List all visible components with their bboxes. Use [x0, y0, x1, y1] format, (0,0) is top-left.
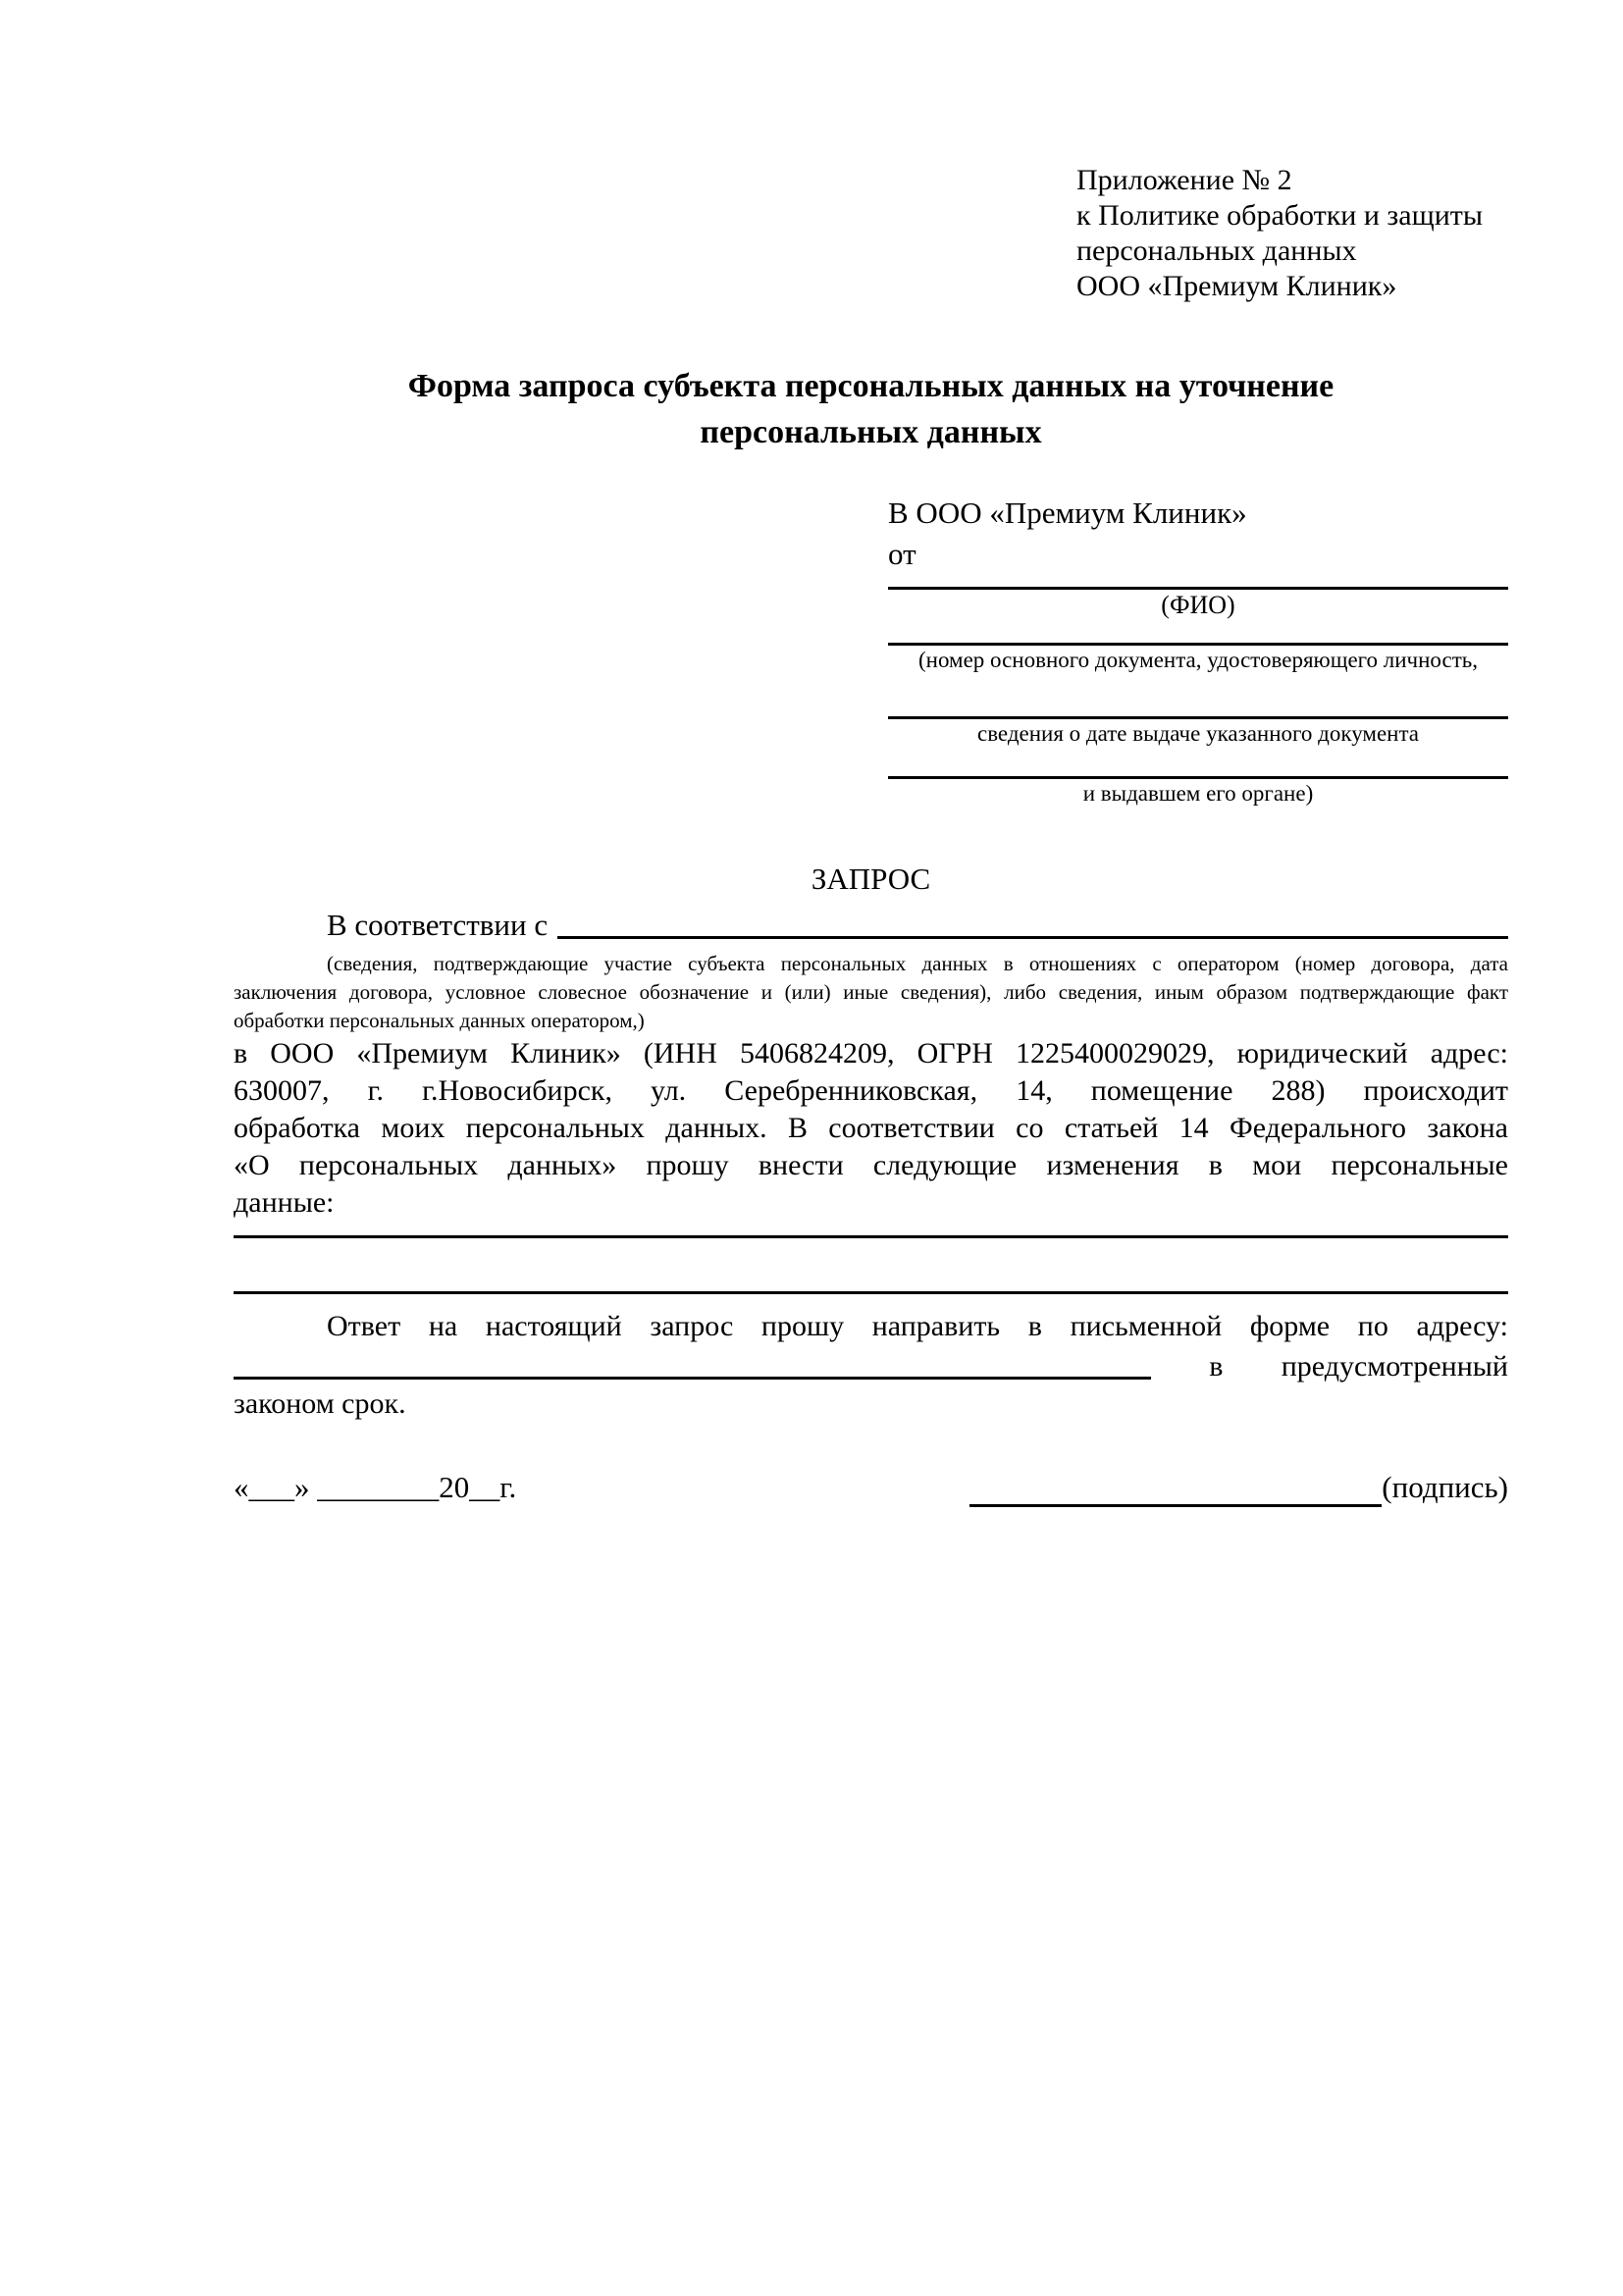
date-signature-row — [234, 1468, 1508, 1507]
changes-blank-line-1 — [234, 1222, 1508, 1238]
body-line: обработка моих персональных данных. В соответствии со статьей 14 Федерального закона — [234, 1112, 1508, 1144]
fio-blank-line — [888, 575, 1508, 590]
signature-group — [969, 1468, 1508, 1507]
body-line: «О персональных данных» прошу внести следующие изменения в мои персональные — [234, 1149, 1508, 1181]
issue-date-caption: сведения о дате выдаче указанного документа — [976, 721, 1420, 746]
note-line: (сведения, подтверждающие участие субъекта персональных данных в отношениях с оператором (номер договора, дата — [327, 952, 1508, 975]
annex-block — [1076, 163, 1508, 304]
annex-line: к Политике обработки и защиты — [1076, 199, 1484, 232]
body-line: 630007, г. г.Новосибирск, ул. Серебренниковская, 14, помещение 288) происходит — [234, 1074, 1508, 1107]
reply-paragraph — [234, 1308, 1508, 1423]
reply-word: предусмотренный — [1281, 1350, 1508, 1383]
request-heading: ЗАПРОС — [811, 861, 931, 896]
reply-line-3: законом срок. — [234, 1387, 406, 1420]
reply-line-1: Ответ на настоящий запрос прошу направить в письменной форме по адресу: — [327, 1310, 1508, 1342]
reply-word: в — [1209, 1350, 1224, 1383]
address-blank-line — [234, 1345, 1151, 1380]
identity-document-caption: (номер основного документа, удостоверяющего личность, — [917, 648, 1478, 672]
body-line: в ООО «Премиум Клиник» (ИНН 5406824209, ОГРН 1225400029029, юридический адрес: — [234, 1037, 1508, 1070]
accordance-note — [234, 950, 1508, 1035]
accordance-row — [234, 907, 1508, 944]
issuing-authority-caption: и выдавшем его органе) — [1082, 781, 1314, 806]
annex-line: ООО «Премиум Клиник» — [1076, 270, 1397, 302]
fio-caption: (ФИО) — [1161, 591, 1235, 619]
date-blank: «___» ________20__г. — [234, 1470, 517, 1504]
identity-document-blank-line — [888, 621, 1508, 646]
document-content — [234, 163, 1508, 1507]
document-title-line: Форма запроса субъекта персональных данных на уточнение — [407, 368, 1335, 404]
issuing-authority-blank-line — [888, 749, 1508, 779]
accordance-blank-line — [557, 907, 1508, 939]
document-title — [332, 363, 1411, 455]
issue-date-blank-line — [888, 675, 1508, 719]
annex-line: Приложение № 2 — [1076, 164, 1292, 196]
changes-blank-line-2 — [234, 1238, 1508, 1294]
signature-caption: (подпись) — [1382, 1470, 1508, 1504]
reply-address-row — [234, 1345, 1508, 1385]
note-line: заключения договора, условное словесное обозначение и (или) иные сведения), либо сведения, иным образом подтверждающие факт — [234, 980, 1508, 1004]
signature-blank-line — [969, 1471, 1382, 1507]
document-title-line: персональных данных — [700, 414, 1042, 450]
annex-line: персональных данных — [1076, 235, 1357, 267]
body-line: данные: — [234, 1186, 335, 1219]
addressee-block — [888, 493, 1508, 809]
note-line: обработки персональных данных оператором,) — [234, 1009, 645, 1032]
accordance-lead: В соответствии с — [327, 908, 549, 942]
addressee-to: В ООО «Премиум Клиник» — [888, 496, 1247, 530]
body-paragraph — [234, 1035, 1508, 1222]
addressee-from-label: от — [888, 537, 916, 571]
